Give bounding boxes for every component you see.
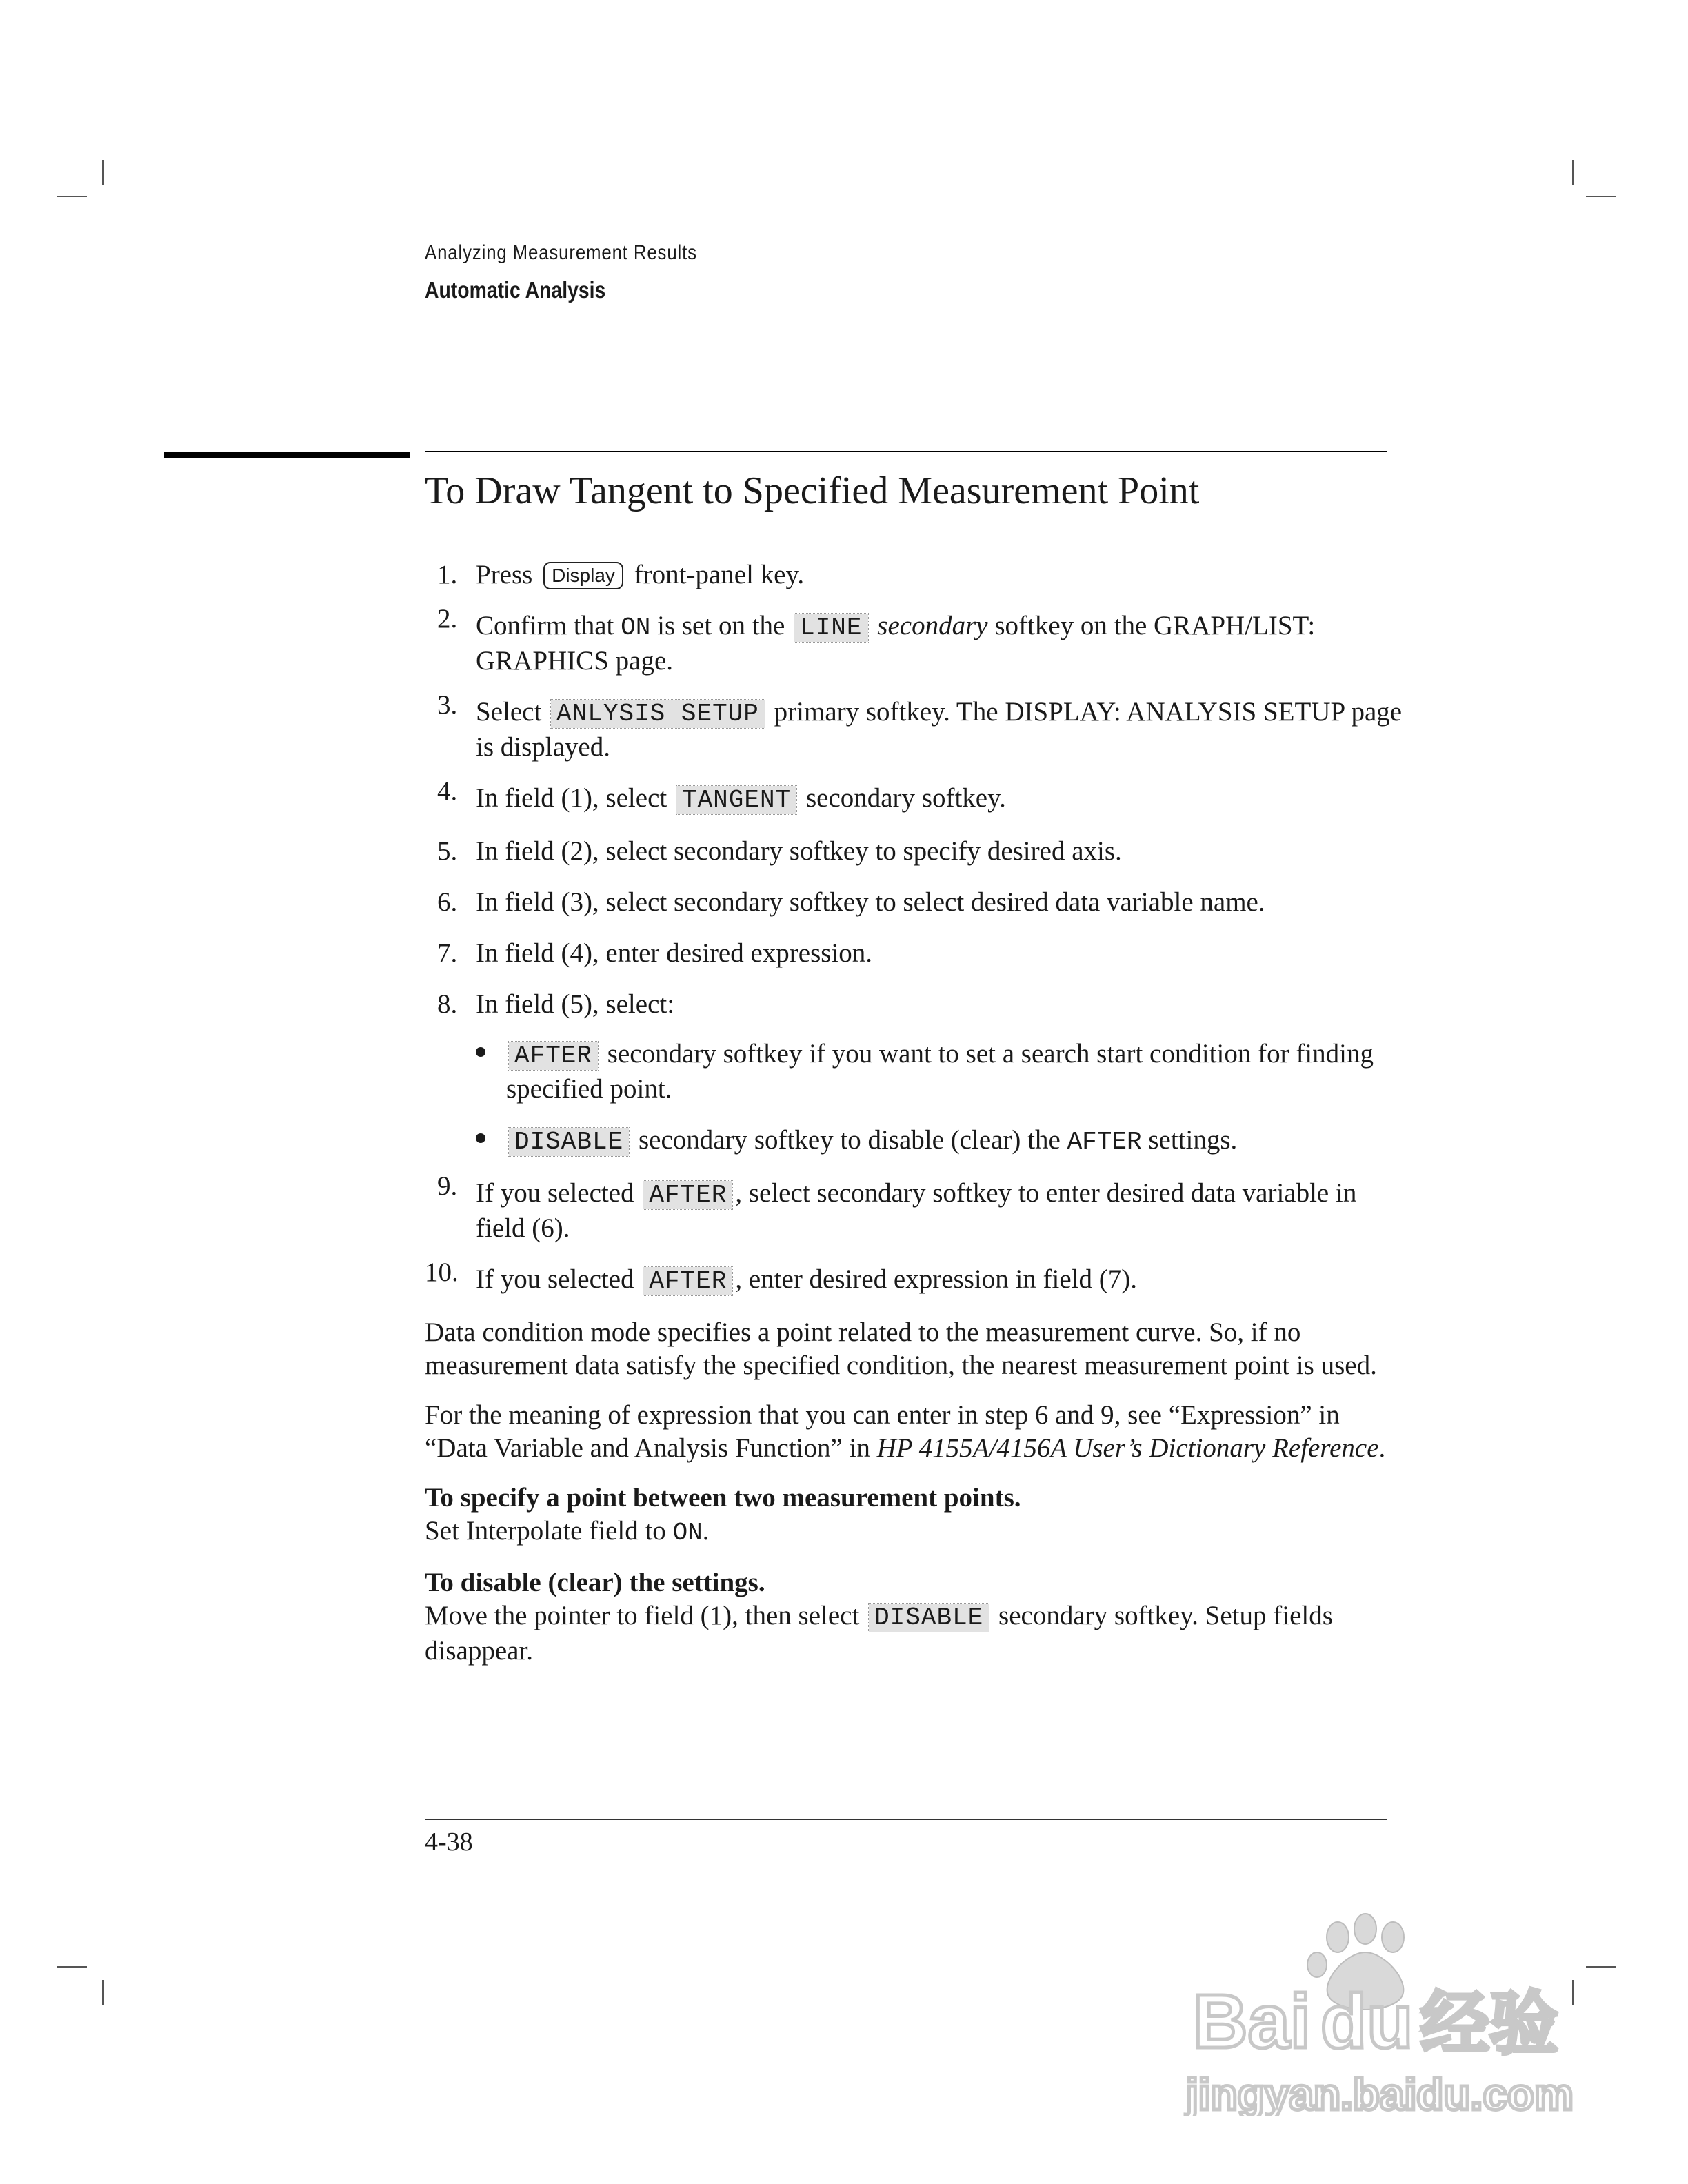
step-6: 6. In field (3), select secondary softkey to select desired data variable name. (425, 886, 1404, 919)
step-number: 7. (437, 938, 458, 968)
footer-rule (425, 1819, 1387, 1820)
disable-softkey: DISABLE (509, 1128, 629, 1156)
step-5: 5. In field (2), select secondary softkey to specify desired axis. (425, 835, 1404, 868)
step-number: 1. (437, 560, 458, 589)
crop-mark (1572, 160, 1574, 185)
page-title: To Draw Tangent to Specified Measurement Point (425, 469, 1200, 512)
body-content (425, 558, 1404, 1684)
section-rule-thick (164, 452, 410, 458)
svg-text:Bai: Bai (1193, 1979, 1312, 2064)
step-number: 2. (437, 604, 458, 634)
after-softkey: AFTER (509, 1042, 598, 1070)
crop-mark (102, 1980, 104, 2005)
step-9: 9. If you selected AFTER , select secondary softkey to enter desired data variable in field (6). (437, 1171, 1357, 1243)
disable-softkey: DISABLE (869, 1604, 989, 1632)
step-7: 7. In field (4), enter desired expression. (425, 937, 1404, 970)
baidu-watermark (1179, 1910, 1593, 2116)
anlysis-setup-softkey: ANLYSIS SETUP (551, 700, 765, 728)
svg-text:经验: 经验 (1420, 1985, 1558, 2063)
step-number: 10. (425, 1257, 459, 1287)
reference-title: HP 4155A/4156A User’s Dictionary Reference (876, 1433, 1379, 1463)
step-8: 8. In field (5), select: AFTER secondary softkey if you want to set a search start condition for finding specified point. DISABLE secondary softkey to disable (clear) the AFTER settings. (425, 988, 1404, 1159)
bullet-after: AFTER secondary softkey if you want to set a search start condition for finding specified point. (476, 1038, 1404, 1106)
disable-paragraph: Move the pointer to field (1), then select DISABLE secondary softkey. Setup fields disappear. (425, 1601, 1333, 1666)
step-2: 2. Confirm that ON is set on the LINE secondary softkey on the GRAPH/LIST: GRAPHICS page. (437, 604, 1316, 676)
section-rule (425, 451, 1387, 452)
expression-paragraph: For the meaning of expression that you can enter in step 6 and 9, see “Expression” in “Data Variable and Analysis Function” in HP 4155A/4156A User’s Dictionary Reference. (425, 1400, 1386, 1463)
step-number: 6. (437, 887, 458, 917)
section-title: Automatic Analysis (425, 277, 606, 303)
disable-heading: To disable (clear) the settings. (425, 1568, 765, 1597)
after-softkey: AFTER (643, 1267, 732, 1295)
crop-mark (57, 196, 87, 197)
running-header (425, 241, 741, 303)
crop-mark (57, 1966, 87, 1968)
svg-text:jingyan.baidu.com: jingyan.baidu.com (1186, 2070, 1574, 2116)
after-value: AFTER (1067, 1128, 1142, 1156)
tangent-softkey: TANGENT (676, 786, 796, 814)
field5-options (476, 1038, 1404, 1159)
bullet-disable: DISABLE secondary softkey to disable (clear) the AFTER settings. (476, 1124, 1404, 1159)
crop-mark (1586, 196, 1616, 197)
crop-mark (102, 160, 104, 185)
step-10: 10. If you selected AFTER , enter desired expression in field (7). (425, 1257, 1137, 1295)
baidu-paw-logo-icon (1179, 1910, 1593, 2116)
bullet-icon (476, 1133, 485, 1143)
step-4: 4. In field (1), select TANGENT secondary softkey. (437, 776, 1006, 814)
interpolate-heading: To specify a point between two measurement points. (425, 1483, 1021, 1513)
svg-text:du: du (1320, 1979, 1414, 2064)
on-value: ON (621, 614, 651, 642)
bullet-icon (476, 1047, 485, 1057)
step-number: 4. (437, 776, 458, 806)
data-condition-paragraph: Data condition mode specifies a point related to the measurement curve. So, if no measurement data satisfy the specified condition, the nearest measurement point is used. (425, 1317, 1377, 1380)
step-number: 3. (437, 690, 458, 720)
step-1: 1. Press Display front-panel key. (425, 558, 1404, 592)
interpolate-paragraph: Set Interpolate field to ON. (425, 1516, 710, 1547)
step-number: 8. (437, 989, 458, 1019)
on-value: ON (672, 1519, 703, 1547)
display-key: Display (543, 562, 623, 589)
chapter-title: Analyzing Measurement Results (425, 241, 697, 264)
page-number: 4-38 (425, 1828, 473, 1857)
after-softkey: AFTER (643, 1181, 732, 1209)
step-3: 3. Select ANLYSIS SETUP primary softkey. The DISPLAY: ANALYSIS SETUP page is displayed. (437, 690, 1403, 762)
line-softkey: LINE (794, 614, 867, 642)
step-number: 9. (437, 1171, 458, 1201)
procedure-steps (425, 558, 1404, 1298)
step-number: 5. (437, 836, 458, 866)
